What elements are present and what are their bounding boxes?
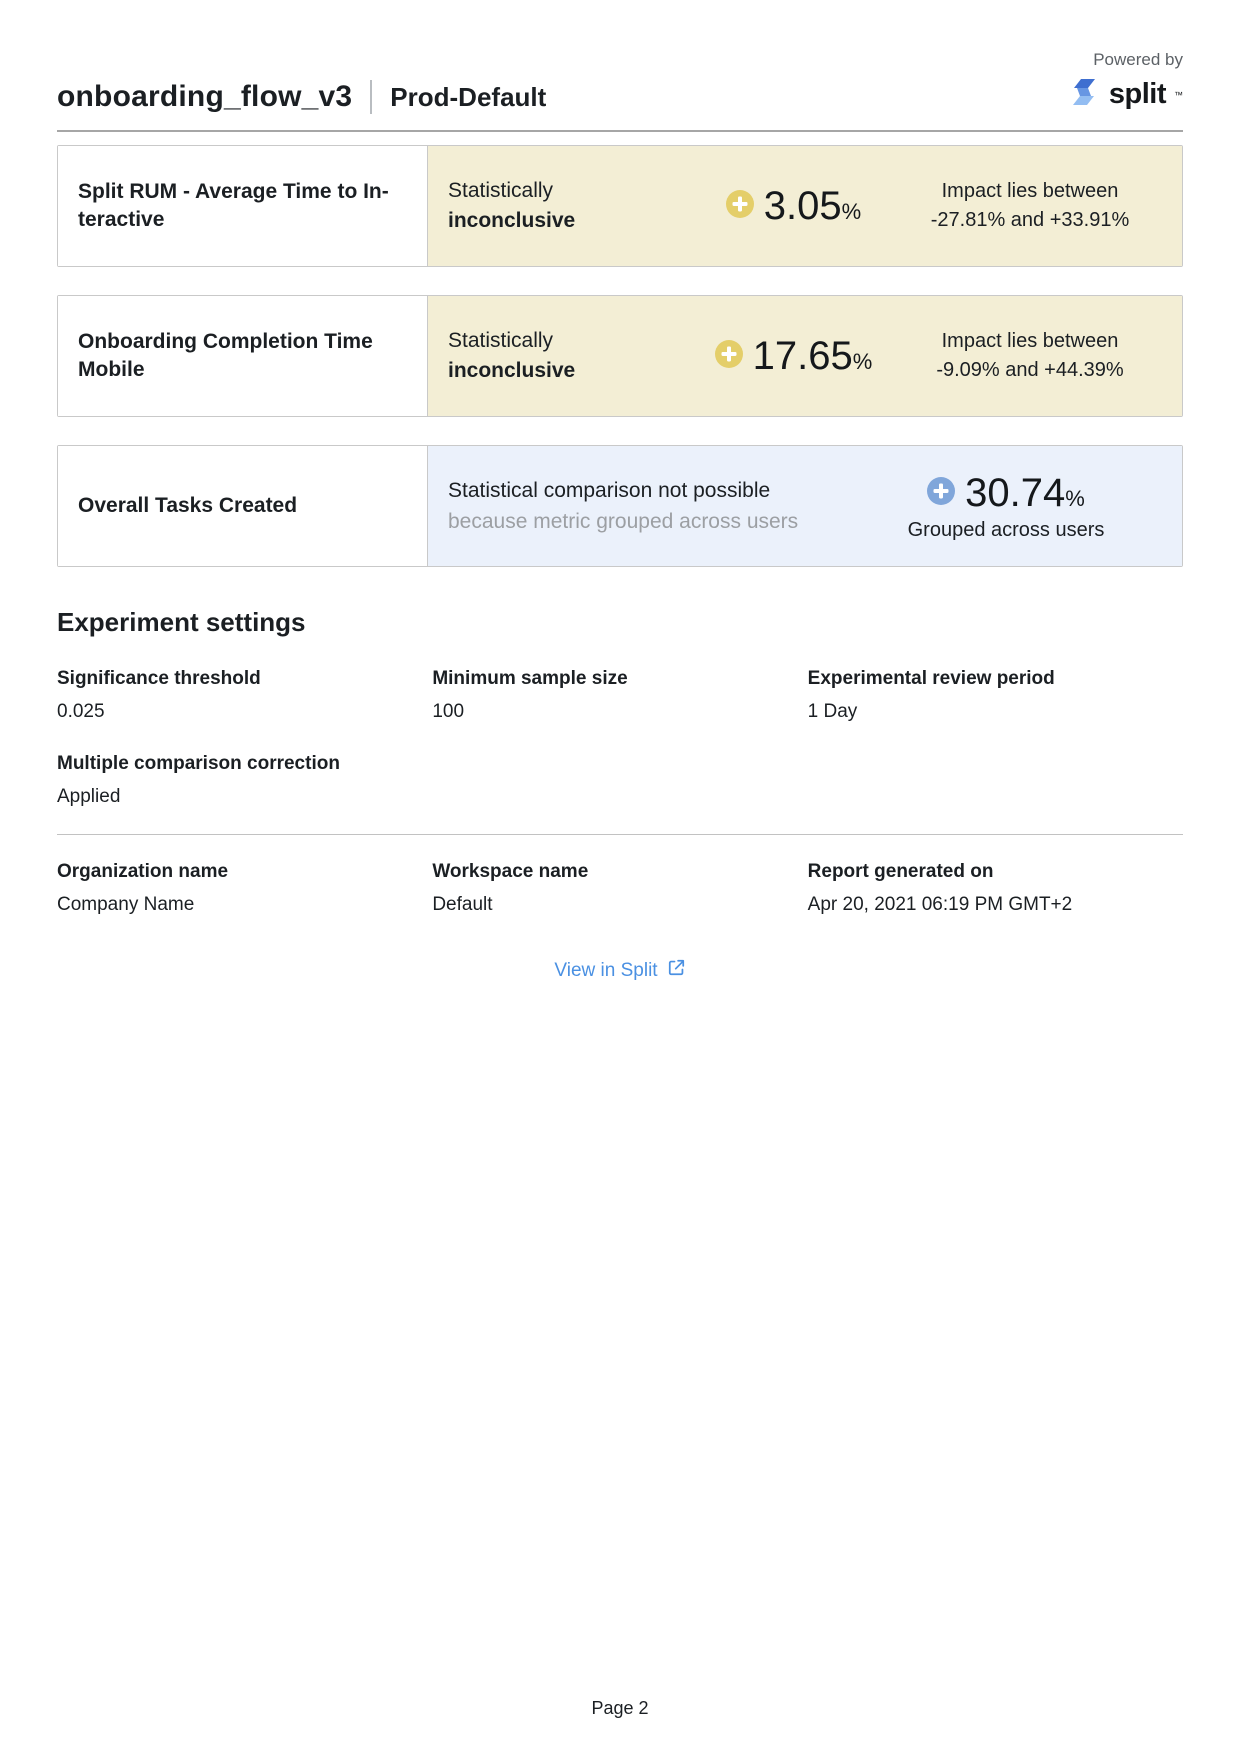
status-line: Statistically — [448, 329, 554, 352]
impact-range-line: Impact lies between — [941, 180, 1119, 202]
metric-name-line: teractive — [78, 208, 165, 231]
metric-value — [856, 471, 1156, 542]
plus-icon — [927, 477, 955, 510]
info-value: Company Name — [57, 894, 195, 915]
impact-range — [904, 177, 1156, 235]
powered-by-label: Powered by — [1093, 50, 1183, 69]
metric-name — [58, 296, 428, 416]
setting-value: Applied — [57, 786, 121, 807]
value-row — [856, 471, 1156, 516]
metric-name-line: Mobile — [78, 358, 145, 381]
metric-status — [448, 326, 683, 386]
experiment-settings-grid — [57, 668, 1183, 808]
status-line: Statistically — [448, 179, 554, 202]
setting-multiple-comparison-correction — [57, 753, 432, 808]
metric-card-split-rum — [57, 145, 1183, 267]
setting-label: Multiple comparison correction — [57, 753, 340, 774]
value-caption: Grouped across users — [907, 518, 1105, 541]
metric-name — [58, 146, 428, 266]
info-organization-name — [57, 861, 432, 916]
metric-value — [683, 184, 904, 229]
report-info-grid — [57, 861, 1183, 916]
brand-trademark: ™ — [1174, 89, 1183, 100]
impact-unit: % — [1065, 485, 1085, 511]
setting-label: Significance threshold — [57, 668, 261, 689]
status-line: inconclusive — [448, 359, 576, 382]
experiment-name: onboarding_flow_v3 — [57, 80, 353, 113]
impact-unit: % — [841, 198, 862, 224]
setting-review-period — [808, 668, 1183, 723]
metric-status — [448, 176, 683, 236]
impact-range — [904, 327, 1156, 385]
status-line: Statistical comparison not possible — [448, 479, 771, 502]
view-in-split-label: View in Split — [554, 959, 658, 981]
impact-value: 30.74 — [965, 470, 1066, 515]
info-label: Report generated on — [807, 861, 994, 882]
experiment-settings-heading: Experiment settings — [57, 607, 306, 637]
impact-range-line: Impact lies between — [941, 330, 1119, 352]
metric-status — [448, 475, 856, 537]
page-number: Page 2 — [591, 1698, 649, 1718]
setting-value: 100 — [432, 701, 465, 722]
metric-name — [58, 446, 428, 566]
plus-icon — [726, 190, 754, 223]
environment-name: Prod-Default — [390, 81, 547, 112]
info-workspace-name — [432, 861, 807, 916]
title-row — [57, 80, 546, 114]
metric-result — [428, 446, 1182, 566]
metric-card-onboarding-completion — [57, 295, 1183, 417]
impact-range-line: -9.09% and +44.39% — [936, 359, 1124, 381]
brand-wordmark: split — [1108, 78, 1166, 110]
metric-name-line: Overall Tasks Created — [78, 494, 298, 517]
impact-value: 17.65 — [752, 333, 853, 378]
info-value: Default — [432, 894, 493, 915]
info-label: Organization name — [57, 861, 229, 882]
metric-name-line: Onboarding Completion Time — [78, 330, 373, 353]
setting-minimum-sample-size — [432, 668, 807, 723]
impact-unit: % — [852, 348, 873, 374]
metric-card-overall-tasks — [57, 445, 1183, 567]
setting-value: 1 Day — [807, 701, 858, 722]
section-divider — [57, 834, 1183, 835]
title-separator — [370, 80, 372, 114]
setting-label: Minimum sample size — [432, 668, 628, 689]
view-in-split-link[interactable] — [554, 958, 685, 983]
link-row — [57, 958, 1183, 983]
info-value: Apr 20, 2021 06:19 PM GMT+2 — [807, 894, 1073, 915]
info-label: Workspace name — [432, 861, 589, 882]
brand-block — [1067, 50, 1183, 114]
report-header — [57, 0, 1183, 132]
metric-result — [428, 146, 1182, 266]
status-line-muted: because metric grouped across users — [448, 510, 799, 533]
impact-value: 3.05 — [763, 183, 842, 228]
impact-range-line: -27.81% and +33.91% — [930, 209, 1130, 231]
setting-value: 0.025 — [57, 701, 105, 722]
metric-value — [683, 334, 904, 379]
info-report-generated — [808, 861, 1183, 916]
setting-label: Experimental review period — [807, 668, 1055, 689]
split-logo-icon — [1067, 75, 1101, 114]
setting-significance-threshold — [57, 668, 432, 723]
plus-icon — [715, 340, 743, 373]
external-link-icon — [667, 958, 686, 983]
metric-name-line: Split RUM - Average Time to In- — [78, 180, 389, 203]
status-line: inconclusive — [448, 209, 576, 232]
brand-row — [1067, 75, 1183, 114]
metric-result — [428, 296, 1182, 416]
